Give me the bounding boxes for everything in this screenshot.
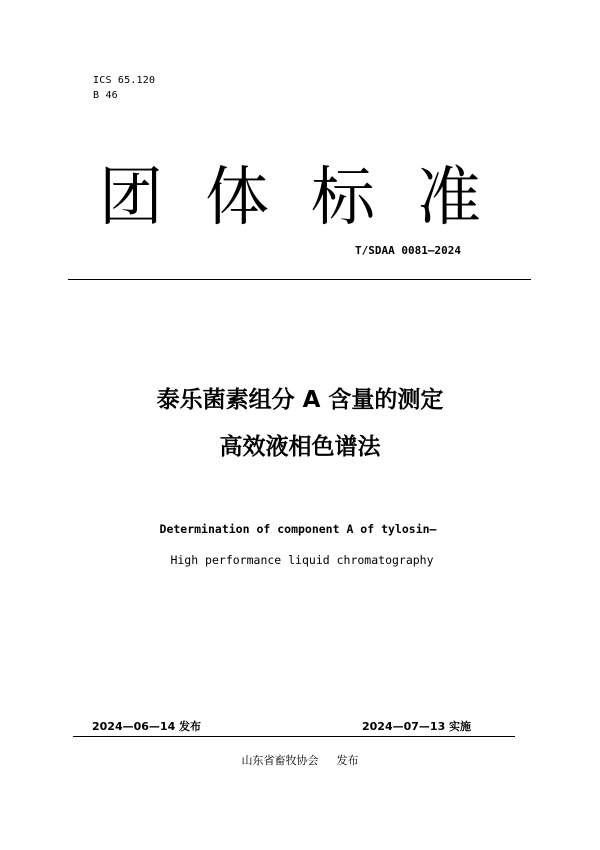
- english-title-line-2: High performance liquid chromatography: [170, 553, 434, 567]
- publisher-line: [0, 752, 600, 768]
- chinese-title-line-1: 泰乐菌素组分 A 含量的测定: [156, 387, 444, 413]
- doc-type-char: 准: [417, 161, 481, 235]
- ccs-code: B 46: [93, 90, 118, 101]
- english-title-line-1: Determination of component A of tylosin—: [159, 522, 437, 536]
- issue-date: 2024—06—14 发布: [92, 720, 202, 733]
- document-type-title: [95, 158, 485, 238]
- ics-code: ICS 65.120: [93, 75, 156, 86]
- implementation-date: 2024—07—13 实施: [362, 720, 472, 733]
- doc-type-char: 标: [311, 161, 375, 235]
- bottom-divider: [73, 736, 515, 737]
- standard-number: T/SDAA 0081—2024: [355, 244, 461, 257]
- chinese-title-line-2: 高效液相色谱法: [219, 434, 381, 460]
- doc-type-char: 体: [205, 161, 269, 235]
- publisher-org: 山东省畜牧协会: [241, 754, 319, 767]
- top-divider: [68, 279, 531, 280]
- doc-type-char: 团: [99, 161, 163, 235]
- classification-codes: [93, 73, 155, 103]
- publisher-action: 发布: [336, 754, 359, 767]
